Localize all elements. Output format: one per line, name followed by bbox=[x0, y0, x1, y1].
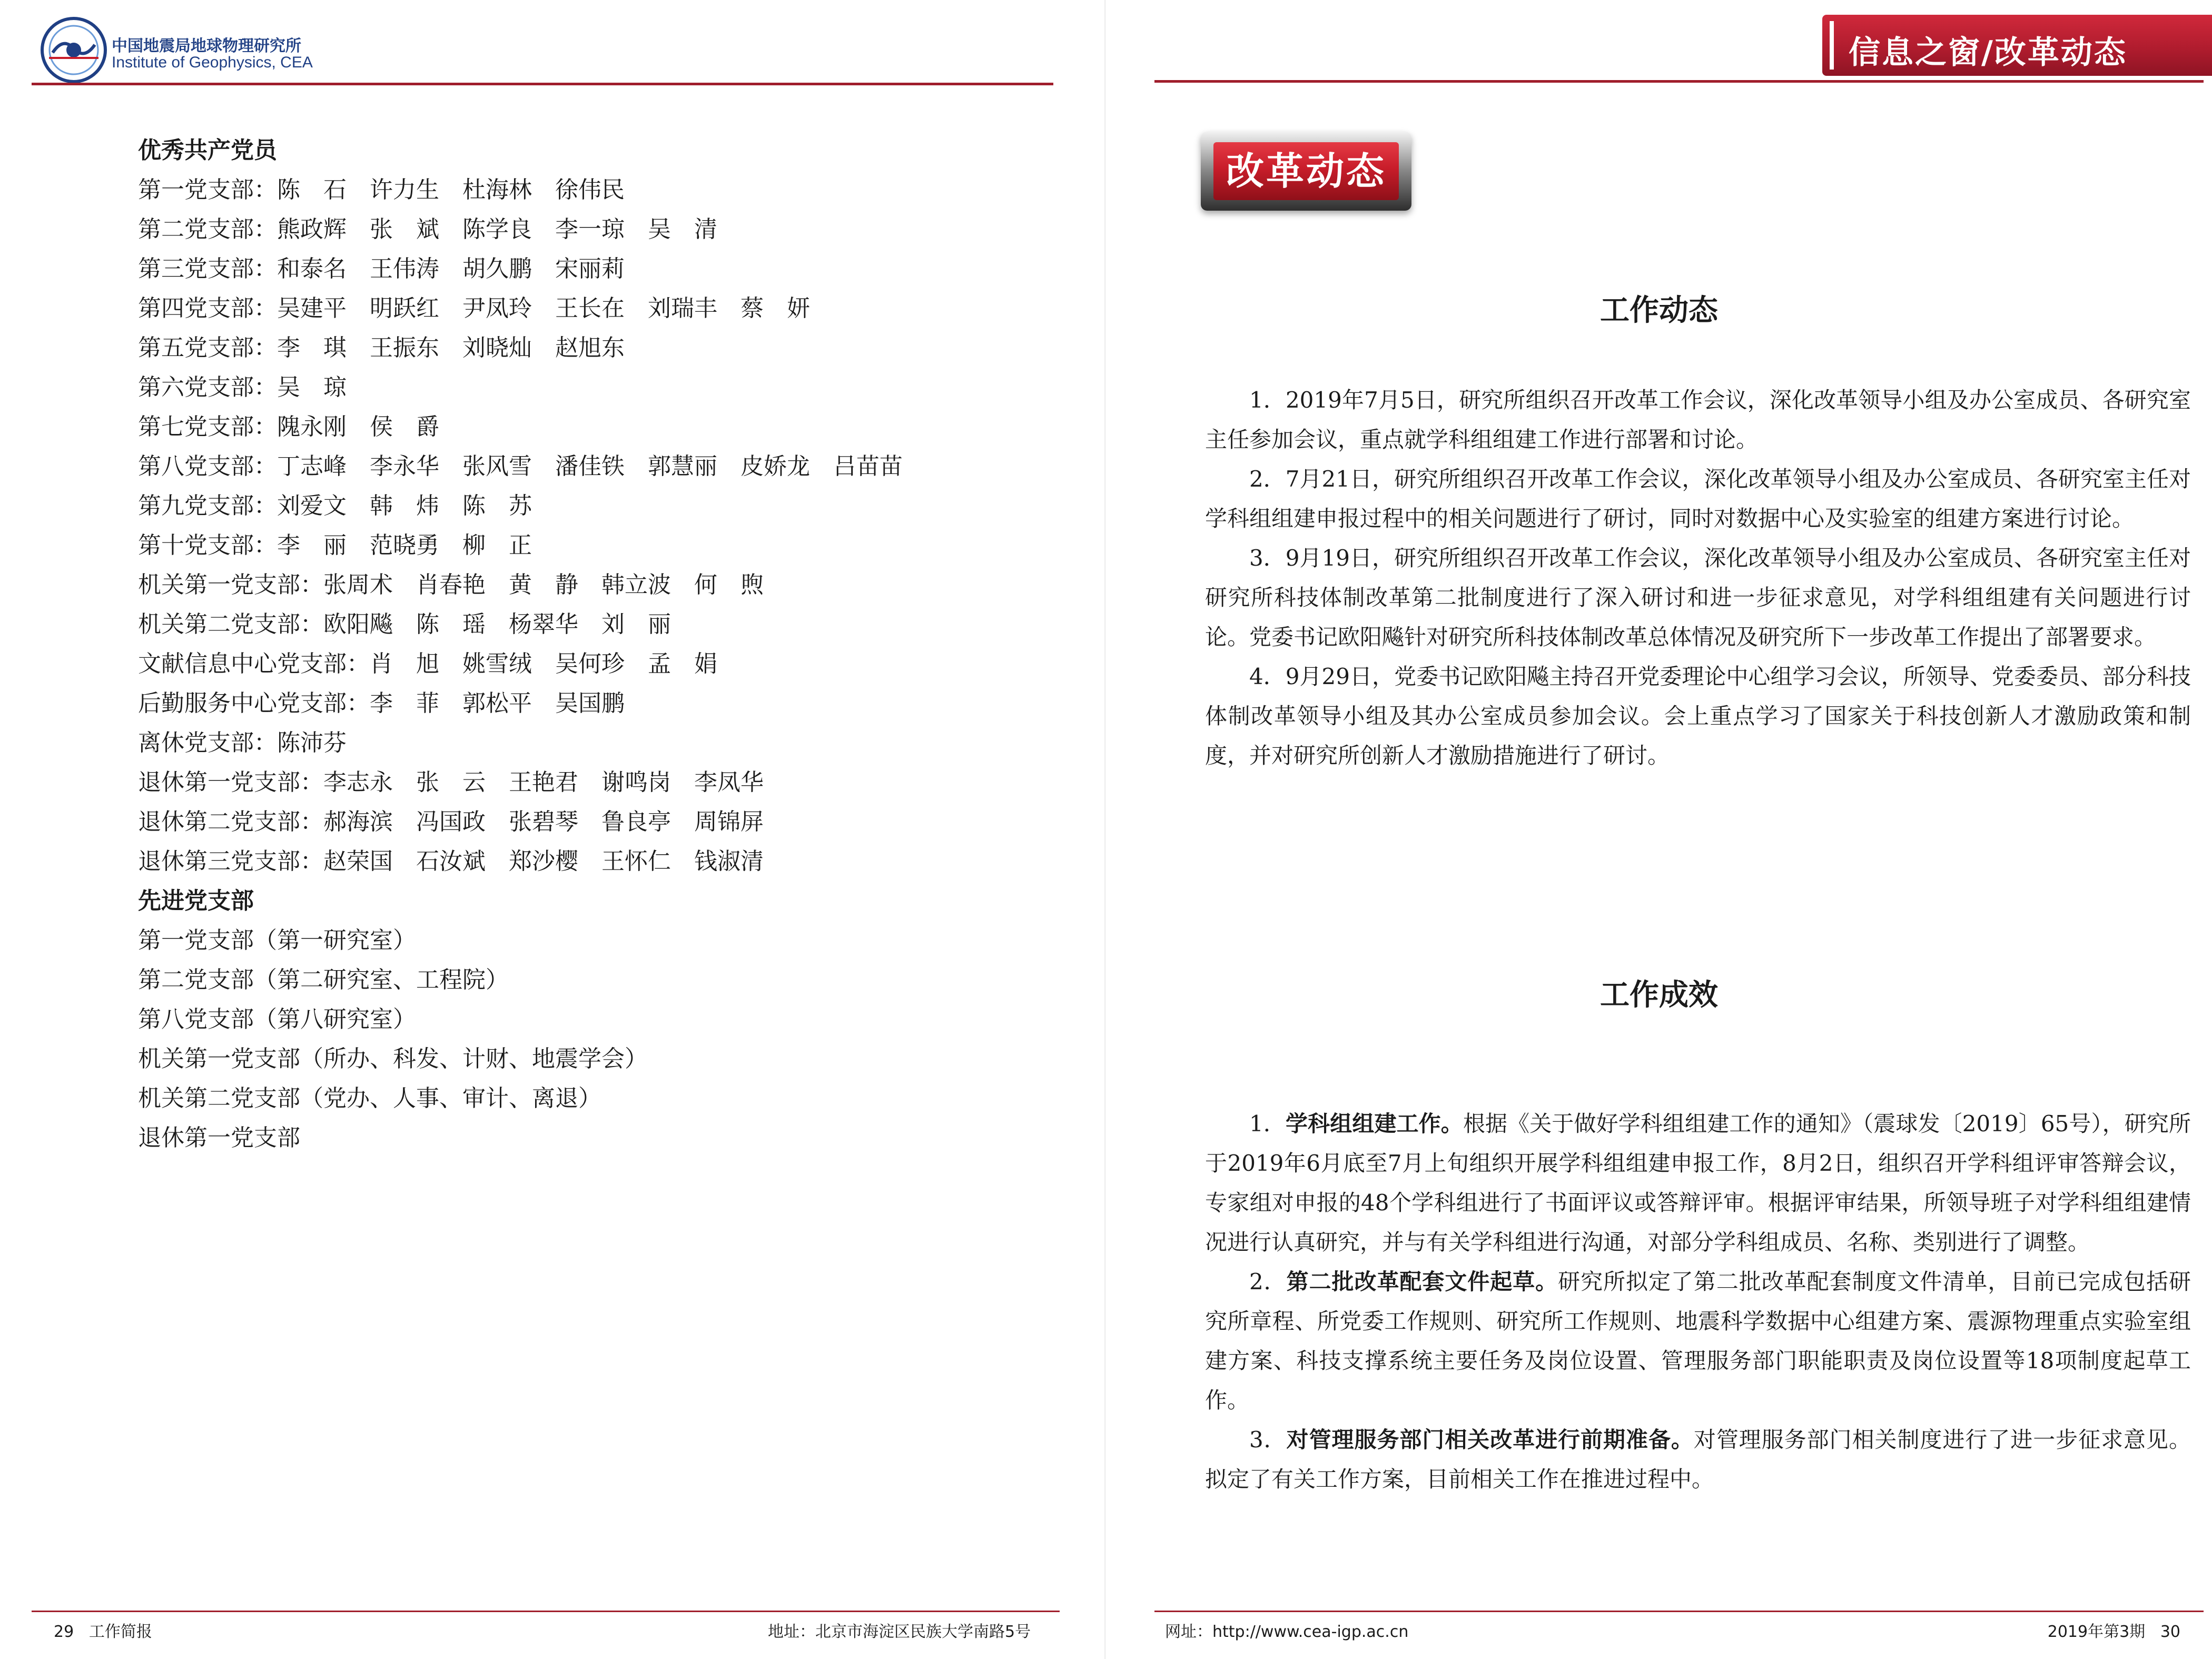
heading-advanced-branches: 先进党支部 bbox=[138, 887, 254, 914]
member-name: 蔡 妍 bbox=[740, 295, 810, 322]
branch-name: 第九党支部： bbox=[138, 492, 277, 519]
member-name: 王长在 bbox=[555, 295, 625, 322]
member-name: 吴何珍 bbox=[555, 650, 625, 677]
member-row bbox=[138, 684, 1033, 723]
advanced-branch-item: 机关第二党支部（党办、人事、审计、离退） bbox=[138, 1085, 601, 1112]
member-name: 钱淑清 bbox=[694, 848, 764, 875]
member-name: 陈 瑶 bbox=[416, 611, 486, 638]
member-name: 韩 炜 bbox=[370, 492, 439, 519]
work-news-item-2: 2．7月21日，研究所组织召开改革工作会议，深化改革领导小组及办公室成员、各研究室主任对学科组组建申报过程中的相关问题进行了研讨，同时对数据中心及实验室的组建方案进行讨论。 bbox=[1205, 466, 2191, 531]
member-row bbox=[138, 526, 1033, 565]
branch-name: 第三党支部： bbox=[138, 255, 277, 282]
work-news-item-3: 3．9月19日，研究所组织召开改革工作会议，深化改革领导小组及办公室成员、各研究室主任对研究所科技体制改革第二批制度进行了深入研讨和进一步征求意见，对学科组组建有关问题进行讨论。党委书记欧阳飚针对研究所科技体制改革总体情况及研究所下一步改革工作提出了部署要求。 bbox=[1205, 545, 2191, 650]
institute-name-cn: 中国地震局地球物理研究所 bbox=[112, 37, 301, 55]
member-name: 黄 静 bbox=[509, 571, 578, 598]
institute-logo bbox=[39, 16, 108, 84]
member-name: 郭慧丽 bbox=[648, 453, 717, 480]
footer-rule bbox=[1154, 1611, 2204, 1612]
institute-name-en: Institute of Geophysics, CEA bbox=[112, 54, 313, 71]
branch-name: 第四党支部： bbox=[138, 295, 277, 322]
member-name: 尹凤玲 bbox=[462, 295, 532, 322]
branch-name: 退休第一党支部： bbox=[138, 769, 323, 796]
badge-label: 改革动态 bbox=[1213, 142, 1399, 200]
member-name: 肖 旭 bbox=[370, 650, 439, 677]
member-row bbox=[138, 447, 1033, 486]
member-row bbox=[138, 802, 1033, 842]
page-number: 29 bbox=[54, 1623, 74, 1641]
footer-address: 地址：北京市海淀区民族大学南路5号 bbox=[768, 1623, 1031, 1641]
item-text: 对管理服务部门相关制度进行了进一步征求意见。拟定了有关工作方案，目前相关工作在推进过程中。 bbox=[1205, 1427, 2191, 1492]
member-name: 吴国鹏 bbox=[555, 690, 625, 717]
section-header-banner bbox=[1822, 15, 2212, 76]
member-name: 李 丽 bbox=[277, 532, 347, 559]
member-name: 陈学良 bbox=[462, 216, 532, 243]
member-row bbox=[138, 289, 1033, 328]
member-name: 石汝斌 bbox=[416, 848, 486, 875]
footer-website: 网址：http://www.cea-igp.ac.cn bbox=[1165, 1623, 1409, 1641]
member-name: 吴 琼 bbox=[277, 374, 347, 401]
member-name: 李永华 bbox=[370, 453, 439, 480]
member-name: 冯国政 bbox=[416, 808, 486, 835]
member-name: 陈沛芬 bbox=[277, 729, 347, 756]
publication-name: 工作简报 bbox=[88, 1623, 152, 1641]
work-news-item-4: 4．9月29日，党委书记欧阳飚主持召开党委理论中心组学习会议，所领导、党委委员、部分科技体制改革领导小组及其办公室成员参加会议。会上重点学习了国家关于科技创新人才激励政策和制度，并对研究所创新人才激励措施进行了研讨。 bbox=[1205, 664, 2191, 768]
heading-outstanding-members: 优秀共产党员 bbox=[138, 137, 277, 164]
right-page bbox=[1106, 0, 2212, 1659]
branch-name: 退休第二党支部： bbox=[138, 808, 323, 835]
branch-name: 后勤服务中心党支部： bbox=[138, 690, 370, 717]
member-name: 范晓勇 bbox=[370, 532, 439, 559]
member-name: 宋丽莉 bbox=[555, 255, 625, 282]
member-name: 郝海滨 bbox=[323, 808, 393, 835]
member-row bbox=[138, 249, 1033, 289]
member-row bbox=[138, 170, 1033, 210]
issue-label: 2019年第3期 bbox=[2047, 1623, 2146, 1641]
member-name: 李 菲 bbox=[370, 690, 439, 717]
member-name: 肖春艳 bbox=[416, 571, 486, 598]
member-name: 皮娇龙 bbox=[740, 453, 810, 480]
member-name: 陈 苏 bbox=[462, 492, 532, 519]
member-name: 张周术 bbox=[323, 571, 393, 598]
member-row bbox=[138, 368, 1033, 407]
item-number: 3． bbox=[1249, 1427, 1287, 1453]
member-row bbox=[138, 407, 1033, 447]
member-name: 赵旭东 bbox=[555, 334, 625, 361]
item-lead: 学科组组建工作。 bbox=[1285, 1111, 1463, 1137]
work-result-item-2 bbox=[1205, 1262, 2191, 1420]
branch-name: 第一党支部： bbox=[138, 176, 277, 203]
member-name: 谢鸣岗 bbox=[601, 769, 671, 796]
member-row bbox=[138, 605, 1033, 644]
member-name: 何 煦 bbox=[694, 571, 764, 598]
branch-name: 第八党支部： bbox=[138, 453, 277, 480]
branch-name: 第十党支部： bbox=[138, 532, 277, 559]
member-name: 李志永 bbox=[323, 769, 393, 796]
member-row bbox=[138, 644, 1033, 684]
member-name: 刘 丽 bbox=[601, 611, 671, 638]
member-name: 徐伟民 bbox=[555, 176, 625, 203]
member-name: 熊政辉 bbox=[277, 216, 347, 243]
branch-name: 机关第二党支部： bbox=[138, 611, 323, 638]
advanced-branch-item: 第一党支部（第一研究室） bbox=[138, 927, 416, 954]
branch-name: 文献信息中心党支部： bbox=[138, 650, 370, 677]
item-number: 1． bbox=[1249, 1111, 1286, 1137]
member-name: 赵荣国 bbox=[323, 848, 393, 875]
member-name: 明跃红 bbox=[370, 295, 439, 322]
footer-right bbox=[2048, 1618, 2180, 1642]
member-row bbox=[138, 842, 1033, 881]
member-name: 柳 正 bbox=[462, 532, 532, 559]
member-name: 王艳君 bbox=[509, 769, 578, 796]
member-name: 孟 娟 bbox=[648, 650, 717, 677]
member-name: 张 云 bbox=[416, 769, 486, 796]
member-name: 隗永刚 bbox=[277, 413, 347, 440]
member-name: 杨翠华 bbox=[509, 611, 578, 638]
member-name: 郭松平 bbox=[462, 690, 532, 717]
member-name: 潘佳铁 bbox=[555, 453, 625, 480]
work-results-paragraphs bbox=[1205, 1104, 2191, 1499]
item-text: 研究所拟定了第二批改革配套制度文件清单，目前已完成包括研究所章程、所党委工作规则、研究所工作规则、地震科学数据中心组建方案、震源物理重点实验室组建方案、科技支撑系统主要任务及岗位设置、管理服务部门职能职责及岗位设置等18项制度起草工作。 bbox=[1205, 1269, 2191, 1413]
member-name: 胡久鹏 bbox=[462, 255, 532, 282]
member-name: 李一琼 bbox=[555, 216, 625, 243]
page-number: 30 bbox=[2160, 1623, 2180, 1641]
member-row bbox=[138, 328, 1033, 368]
member-name: 姚雪绒 bbox=[462, 650, 532, 677]
branch-name: 第七党支部： bbox=[138, 413, 277, 440]
member-name: 欧阳飚 bbox=[323, 611, 393, 638]
member-name: 李凤华 bbox=[694, 769, 764, 796]
member-name: 刘晓灿 bbox=[462, 334, 532, 361]
member-name: 吕苗苗 bbox=[833, 453, 903, 480]
branch-name: 机关第一党支部： bbox=[138, 571, 323, 598]
member-name: 刘爱文 bbox=[277, 492, 347, 519]
item-lead: 第二批改革配套文件起草。 bbox=[1286, 1269, 1558, 1295]
honor-list bbox=[138, 131, 1033, 1158]
member-name: 王振东 bbox=[370, 334, 439, 361]
member-name: 和泰名 bbox=[277, 255, 347, 282]
member-name: 李 琪 bbox=[277, 334, 347, 361]
member-row bbox=[138, 763, 1033, 802]
work-news-item-1: 1．2019年7月5日，研究所组织召开改革工作会议，深化改革领导小组及办公室成员、各研究室主任参加会议，重点就学科组组建工作进行部署和讨论。 bbox=[1205, 387, 2191, 452]
member-name: 丁志峰 bbox=[277, 453, 347, 480]
advanced-branch-item: 第八党支部（第八研究室） bbox=[138, 1006, 416, 1033]
section-title-work-results: 工作成效 bbox=[1600, 977, 1718, 1012]
work-result-item-3 bbox=[1205, 1420, 2191, 1499]
member-name: 王伟涛 bbox=[370, 255, 439, 282]
member-name: 王怀仁 bbox=[601, 848, 671, 875]
footer-left bbox=[54, 1618, 152, 1642]
member-name: 郑沙樱 bbox=[509, 848, 578, 875]
member-name: 韩立波 bbox=[601, 571, 671, 598]
member-name: 张风雪 bbox=[462, 453, 532, 480]
advanced-branch-item: 机关第一党支部（所办、科发、计财、地震学会） bbox=[138, 1045, 648, 1072]
member-name: 许力生 bbox=[370, 176, 439, 203]
item-lead: 对管理服务部门相关改革进行前期准备。 bbox=[1286, 1427, 1694, 1453]
section-header-title: 信息之窗/改革动态 bbox=[1849, 34, 2127, 71]
member-name: 刘瑞丰 bbox=[648, 295, 717, 322]
header-rule bbox=[1154, 80, 2204, 83]
branch-name: 第五党支部： bbox=[138, 334, 277, 361]
advanced-branch-item: 退休第一党支部 bbox=[138, 1124, 300, 1151]
member-name: 吴建平 bbox=[277, 295, 347, 322]
member-name: 张碧琴 bbox=[509, 808, 578, 835]
work-news-paragraphs bbox=[1205, 380, 2191, 775]
member-row bbox=[138, 486, 1033, 526]
member-row bbox=[138, 210, 1033, 249]
member-name: 鲁良亭 bbox=[601, 808, 671, 835]
branch-name: 第六党支部： bbox=[138, 374, 277, 401]
advanced-branch-item: 第二党支部（第二研究室、工程院） bbox=[138, 966, 509, 993]
member-name: 陈 石 bbox=[277, 176, 347, 203]
item-number: 2． bbox=[1249, 1269, 1287, 1295]
members-list bbox=[138, 170, 1033, 881]
member-name: 杜海林 bbox=[462, 176, 532, 203]
member-row bbox=[138, 565, 1033, 605]
member-name: 张 斌 bbox=[370, 216, 439, 243]
member-name: 侯 爵 bbox=[370, 413, 439, 440]
member-name: 周锦屏 bbox=[694, 808, 764, 835]
member-name: 吴 清 bbox=[648, 216, 717, 243]
work-result-item-1 bbox=[1205, 1104, 2191, 1262]
section-badge bbox=[1201, 132, 1411, 211]
section-title-work-news: 工作动态 bbox=[1600, 293, 1718, 328]
header-rule bbox=[32, 83, 1053, 85]
footer-rule bbox=[32, 1611, 1060, 1612]
advanced-branches-list bbox=[138, 921, 1033, 1158]
item-text: 根据《关于做好学科组组建工作的通知》（震球发〔2019〕65号），研究所于2019年6月底至7月上旬组织开展学科组组建申报工作，8月2日，组织召开学科组评审答辩会议，专家组对申报的48个学科组进行了书面评议或答辩评审。根据评审结果，所领导班子对学科组组建情况进行认真研究，并与有关学科组进行沟通，对部分学科组成员、名称、类别进行了调整。 bbox=[1205, 1111, 2191, 1255]
branch-name: 第二党支部： bbox=[138, 216, 277, 243]
branch-name: 离休党支部： bbox=[138, 729, 277, 756]
branch-name: 退休第三党支部： bbox=[138, 848, 323, 875]
member-row bbox=[138, 723, 1033, 763]
